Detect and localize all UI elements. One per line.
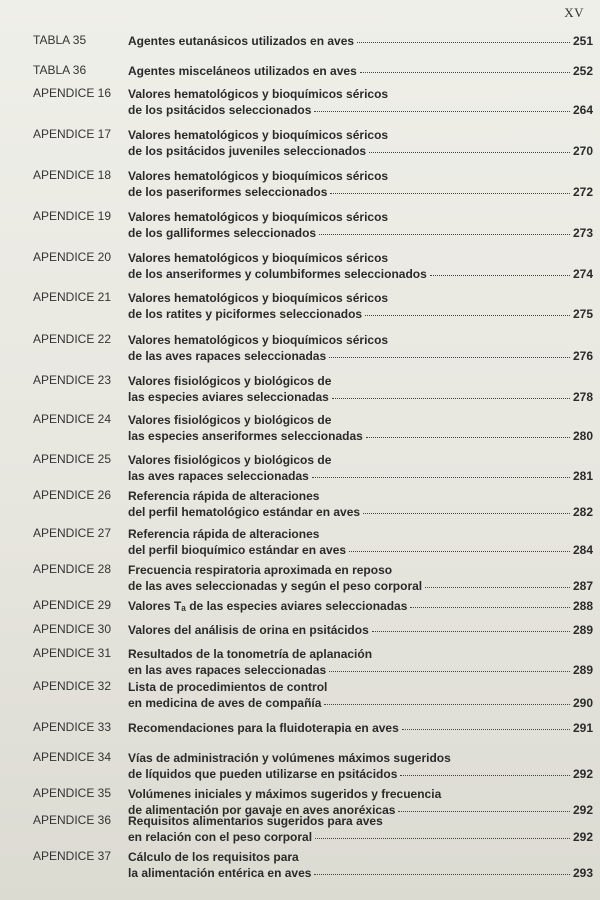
toc-entry-label: APENDICE 23	[33, 373, 112, 387]
toc-entry-title-line	[128, 865, 593, 881]
toc-entry-page: 273	[572, 226, 593, 240]
toc-entry-title-line	[128, 306, 593, 322]
toc-entry-title-line: Valores hematológicos y bioquímicos séricos	[128, 128, 389, 142]
toc-entry-page: 289	[572, 623, 593, 637]
page-number: XV	[564, 5, 584, 20]
toc-entry-text: en medicina de aves de compañía	[128, 696, 322, 710]
dot-leader	[319, 234, 570, 235]
toc-entry-title-line	[128, 428, 593, 444]
dot-leader	[312, 477, 570, 478]
toc-entry-title	[128, 452, 593, 484]
dot-leader	[402, 729, 570, 730]
dot-leader	[369, 152, 570, 153]
toc-entry-title-line	[128, 468, 593, 484]
toc-entry-text: Agentes misceláneos utilizados en aves	[128, 64, 357, 78]
toc-entry-title-line: Referencia rápida de alteraciones	[128, 489, 320, 503]
toc-entry-page: 291	[572, 721, 593, 735]
toc-entry-title-line: Frecuencia respiratoria aproximada en reposo	[128, 563, 393, 577]
toc-entry-label: APENDICE 31	[33, 646, 112, 660]
dot-leader	[365, 315, 570, 316]
dot-leader	[366, 437, 570, 438]
dot-leader	[430, 275, 570, 276]
toc-entry-page: 288	[572, 599, 593, 613]
toc-entry-label: APENDICE 28	[33, 562, 112, 576]
toc-entry-label: APENDICE 33	[33, 720, 112, 734]
toc-entry-text: Valores Tₐ de las especies aviares seleccionadas	[128, 599, 408, 613]
toc-entry-title-line	[128, 622, 593, 638]
toc-entry-title	[128, 250, 593, 282]
toc-entry-title-line	[128, 225, 593, 241]
toc-entry-title	[128, 373, 593, 405]
toc-entry-title	[128, 63, 593, 79]
toc-entry-title	[128, 813, 593, 845]
toc-entry-title-line: Valores fisiológicos y biológicos de	[128, 374, 332, 388]
toc-entry-label: APENDICE 25	[33, 452, 112, 466]
toc-entry-title-line	[128, 348, 593, 364]
toc-entry-page: 270	[572, 144, 593, 158]
toc-entry-title	[128, 290, 593, 322]
toc-entry-text: de los paseriformes seleccionados	[128, 185, 328, 199]
toc-entry-text: Recomendaciones para la fluidoterapia en aves	[128, 721, 399, 735]
toc-entry-title-line	[128, 102, 593, 118]
toc-entry-title-line: Cálculo de los requisitos para	[128, 850, 299, 864]
toc-entry-label: APENDICE 30	[33, 622, 112, 636]
toc-entry-title-line: Lista de procedimientos de control	[128, 680, 328, 694]
dot-leader	[315, 838, 570, 839]
dot-leader	[314, 874, 570, 875]
toc-entry-label: APENDICE 22	[33, 332, 112, 346]
toc-entry-text: de alimentación por gavaje en aves anoréxicas	[128, 803, 396, 817]
dot-leader	[425, 587, 570, 588]
toc-entry-title	[128, 168, 593, 200]
toc-entry-label: APENDICE 16	[33, 86, 112, 100]
toc-entry-page: 292	[572, 767, 593, 781]
dot-leader	[372, 631, 570, 632]
toc-entry-label: APENDICE 21	[33, 290, 112, 304]
toc-entry-label: APENDICE 37	[33, 849, 112, 863]
toc-entry-page: 274	[572, 267, 593, 281]
dot-leader	[329, 357, 570, 358]
toc-entry-title	[128, 598, 593, 614]
toc-entry-title-line: Valores hematológicos y bioquímicos séricos	[128, 169, 389, 183]
toc-entry-title-line	[128, 766, 593, 782]
toc-entry-page: 292	[572, 803, 593, 817]
toc-entry-label: APENDICE 26	[33, 488, 112, 502]
dot-leader	[357, 42, 570, 43]
toc-entry-title-line	[128, 504, 593, 520]
toc-entry-text: las aves rapaces seleccionadas	[128, 469, 309, 483]
dot-leader	[400, 775, 570, 776]
toc-entry-label: APENDICE 35	[33, 786, 112, 800]
toc-entry-page: 280	[572, 429, 593, 443]
toc-entry-page: 278	[572, 390, 593, 404]
toc-entry-title	[128, 526, 593, 558]
toc-entry-page: 293	[572, 866, 593, 880]
toc-entry-title-line	[128, 389, 593, 405]
toc-entry-text: de líquidos que pueden utilizarse en psitácidos	[128, 767, 398, 781]
toc-entry-title	[128, 127, 593, 159]
toc-entry-title	[128, 33, 593, 49]
dot-leader	[360, 72, 570, 73]
toc-entry-page: 276	[572, 349, 593, 363]
toc-entry-page: 275	[572, 307, 593, 321]
dot-leader	[314, 111, 570, 112]
dot-leader	[349, 551, 570, 552]
toc-entry-page: 264	[572, 103, 593, 117]
toc-entry-title	[128, 750, 593, 782]
toc-entry-page: 292	[572, 830, 593, 844]
toc-entry-text: de los psitácidos juveniles seleccionados	[128, 144, 367, 158]
toc-entry-title	[128, 412, 593, 444]
toc-entry-page: 282	[572, 505, 593, 519]
toc-entry-label: APENDICE 34	[33, 750, 112, 764]
toc-entry-title-line	[128, 266, 593, 282]
toc-entry-title-line: Valores hematológicos y bioquímicos séricos	[128, 333, 389, 347]
toc-entry-label: APENDICE 32	[33, 679, 112, 693]
toc-entry-label: APENDICE 24	[33, 412, 112, 426]
toc-entry-title-line: Volúmenes iniciales y máximos sugeridos y frecuencia	[128, 787, 442, 801]
toc-entry-title-line	[128, 598, 593, 614]
toc-entry-title-line	[128, 143, 593, 159]
dot-leader	[332, 398, 570, 399]
toc-entry-title-line	[128, 578, 593, 594]
toc-entry-label: TABLA 35	[33, 33, 87, 47]
toc-entry-text: de los galliformes seleccionados	[128, 226, 317, 240]
toc-entry-label: APENDICE 20	[33, 250, 112, 264]
toc-entry-text: de los psitácidos seleccionados	[128, 103, 312, 117]
toc-entry-text: del perfil hematológico estándar en aves	[128, 505, 361, 519]
toc-entry-title-line: Valores hematológicos y bioquímicos séricos	[128, 291, 389, 305]
toc-entry-title-line	[128, 33, 593, 49]
toc-entry-title	[128, 646, 593, 678]
toc-entry-title-line: Valores fisiológicos y biológicos de	[128, 453, 332, 467]
toc-entry-label: APENDICE 29	[33, 598, 112, 612]
toc-entry-title	[128, 86, 593, 118]
toc-entry-title-line	[128, 184, 593, 200]
toc-entry-page: 251	[572, 34, 593, 48]
toc-entry-title-line: Valores hematológicos y bioquímicos séricos	[128, 210, 389, 224]
dot-leader	[329, 671, 570, 672]
toc-entry-title	[128, 622, 593, 638]
toc-entry-page: 281	[572, 469, 593, 483]
toc-entry-label: APENDICE 17	[33, 127, 112, 141]
toc-entry-label: TABLA 36	[33, 63, 87, 77]
toc-entry-title	[128, 488, 593, 520]
toc-entry-text: de las aves rapaces seleccionadas	[128, 349, 327, 363]
toc-entry-text: Agentes eutanásicos utilizados en aves	[128, 34, 355, 48]
dot-leader	[363, 513, 570, 514]
toc-entry-page: 289	[572, 663, 593, 677]
toc-entry-title-line	[128, 542, 593, 558]
toc-entry-text: en las aves rapaces seleccionadas	[128, 663, 327, 677]
toc-entry-text: en relación con el peso corporal	[128, 830, 313, 844]
dot-leader	[398, 811, 570, 812]
dot-leader	[330, 193, 570, 194]
toc-entry-page: 272	[572, 185, 593, 199]
toc-entry-title-line: Referencia rápida de alteraciones	[128, 527, 320, 541]
toc-entry-title	[128, 562, 593, 594]
toc-entry-title	[128, 209, 593, 241]
toc-entry-title-line	[128, 662, 593, 678]
toc-entry-title-line	[128, 695, 593, 711]
toc-entry-title-line: Resultados de la tonometría de aplanación	[128, 647, 373, 661]
toc-entry-page: 284	[572, 543, 593, 557]
toc-entry-title-line: Valores hematológicos y bioquímicos séricos	[128, 87, 389, 101]
toc-entry-title-line: Valores hematológicos y bioquímicos séricos	[128, 251, 389, 265]
toc-entry-title	[128, 332, 593, 364]
toc-entry-title	[128, 720, 593, 736]
toc-entry-title-line	[128, 829, 593, 845]
toc-entry-page: 252	[572, 64, 593, 78]
toc-entry-label: APENDICE 19	[33, 209, 112, 223]
toc-entry-title-line	[128, 63, 593, 79]
toc-entry-label: APENDICE 36	[33, 813, 112, 827]
toc-entry-text: de los anseriformes y columbiformes seleccionados	[128, 267, 427, 281]
toc-entry-text: del perfil bioquímico estándar en aves	[128, 543, 347, 557]
toc-entry-title-line: Vías de administración y volúmenes máximos sugeridos	[128, 751, 451, 765]
toc-entry-title	[128, 849, 593, 881]
toc-entry-title-line: Requisitos alimentarios sugeridos para aves	[128, 814, 383, 828]
toc-entry-page: 290	[572, 696, 593, 710]
toc-entry-text: las especies aviares seleccionadas	[128, 390, 329, 404]
toc-entry-title-line: Valores fisiológicos y biológicos de	[128, 413, 332, 427]
dot-leader	[324, 704, 570, 705]
toc-entry-text: de los ratites y piciformes seleccionados	[128, 307, 363, 321]
toc-entry-text: Valores del análisis de orina en psitácidos	[128, 623, 369, 637]
dot-leader	[410, 607, 570, 608]
toc-entry-page: 287	[572, 579, 593, 593]
toc-entry-title-line	[128, 720, 593, 736]
toc-entry-label: APENDICE 18	[33, 168, 112, 182]
toc-entry-text: la alimentación entérica en aves	[128, 866, 312, 880]
toc-entry-text: las especies anseriformes seleccionadas	[128, 429, 363, 443]
toc-entry-text: de las aves seleccionadas y según el peso corporal	[128, 579, 423, 593]
toc-entry-label: APENDICE 27	[33, 526, 112, 540]
toc-entry-title	[128, 679, 593, 711]
